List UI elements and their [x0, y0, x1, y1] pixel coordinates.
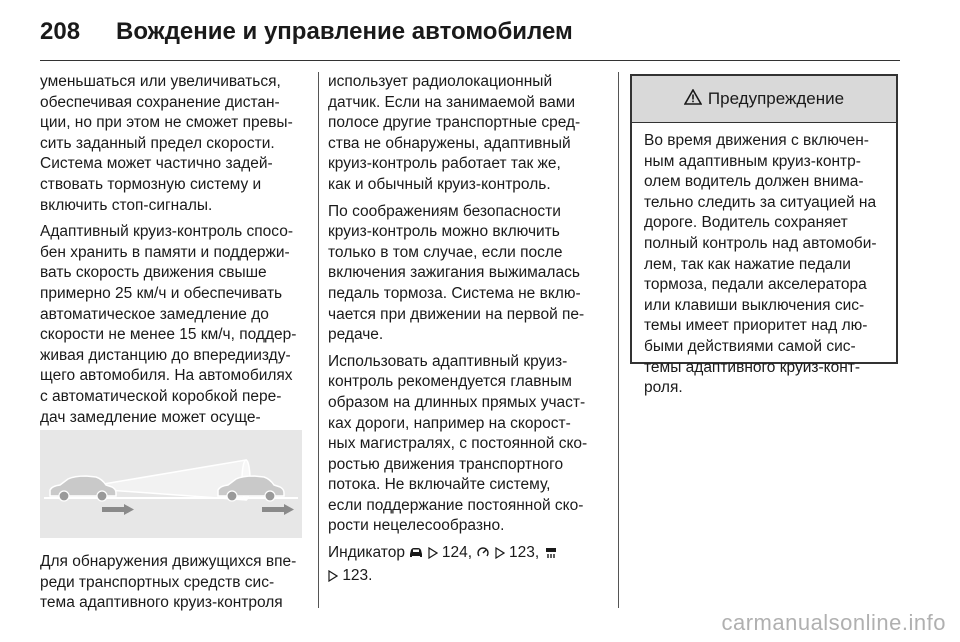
text-line: уменьшаться или увеличиваться, [40, 73, 281, 90]
text-line: щего автомобиля. На автомобилях [40, 367, 293, 385]
direction-arrow-icon [102, 504, 134, 515]
text-line: с автоматической коробкой пере- [40, 387, 282, 405]
text-line: Адаптивный круиз-контроль спосо- [40, 223, 293, 241]
text-line: бен хранить в памяти и поддержи- [40, 243, 290, 261]
column-1 [40, 72, 305, 475]
text-line: дороге. Водитель сохраняет [644, 214, 848, 232]
warning-header [632, 76, 896, 123]
warning-text [632, 123, 896, 399]
direction-arrow-icon [262, 504, 294, 515]
text-line: ства не обнаружены, адаптивный [328, 134, 571, 152]
text-line: сить заданный предел скорости. [40, 134, 275, 152]
text-line: педаль тормоза. Система не вклю- [328, 284, 581, 302]
text-line: только в том случае, если после [328, 243, 563, 261]
text-line: тельно следить за ситуацией на [644, 193, 877, 211]
text-line: скорости не менее 15 км/ч, поддер- [40, 326, 297, 344]
text-line: включения зажигания выжималась [328, 264, 580, 282]
text-line: рости нецелесообразно. [328, 517, 505, 535]
text-line: если поддержание постоянной ско- [328, 496, 584, 514]
warning-box [630, 74, 898, 397]
car-ahead-icon [409, 545, 423, 566]
indicator-label: Индикатор [328, 544, 405, 562]
text-line: обеспечивая сохранение дистан- [40, 93, 280, 111]
text-line: редаче. [328, 326, 384, 344]
radar-diagram [40, 430, 302, 538]
radar-illustration [40, 430, 302, 538]
text-line: тема адаптивного круиз-контроля [40, 594, 283, 612]
indicator-reference [328, 543, 608, 588]
text-line: живая дистанцию до впередиизду- [40, 346, 291, 364]
column-2 [328, 72, 608, 594]
page-title: Вождение и управление автомобилем [116, 18, 573, 45]
text-line: быми действиями самой сис- [644, 337, 856, 355]
text-line: контроль рекомендуется главным [328, 373, 572, 391]
cruise-control-icon [476, 545, 490, 566]
text-line: По соображениям безопасности [328, 202, 561, 220]
warning-triangle-icon [684, 89, 702, 110]
text-line: потока. Не включайте систему, [328, 476, 551, 494]
text-line: как и обычный круиз-контроль. [328, 175, 551, 193]
follow-distance-icon [544, 545, 558, 566]
col2-paragraph-3 [328, 352, 608, 537]
text-line: или клавиши выключения сис- [644, 296, 865, 314]
text-line: автоматическое замедление до [40, 305, 269, 323]
col1-paragraph-1 [40, 72, 305, 216]
text-line: реди транспортных средств сис- [40, 573, 275, 591]
header-divider [40, 60, 900, 61]
text-line: Использовать адаптивный круиз- [328, 352, 568, 370]
text-line: ных магистралях, с постоянной ско- [328, 435, 588, 453]
text-line: ным адаптивным круиз-контр- [644, 152, 861, 170]
col2-paragraph-1 [328, 72, 608, 196]
text-line: темы адаптивного круиз-конт- [644, 358, 861, 376]
warning-title: Предупреждение [707, 89, 845, 108]
text-line: круиз-контроль работает так же, [328, 155, 561, 173]
column-divider-2 [618, 72, 619, 608]
text-line: использует радиолокационный [328, 73, 553, 90]
page-reference[interactable]: 123, [509, 544, 540, 562]
page-reference[interactable]: 123. [342, 566, 373, 584]
text-line: Система может частично задей- [40, 155, 273, 173]
text-line: Для обнаружения движущихся впе- [40, 553, 297, 570]
text-line: роля. [644, 379, 683, 397]
page-number: 208 [40, 18, 81, 45]
text-line: круиз-контроль можно включить [328, 223, 560, 241]
page-reference[interactable]: 124, [441, 544, 473, 562]
page-reference-icon [328, 568, 338, 589]
text-line: примерно 25 км/ч и обеспечивать [40, 284, 283, 302]
watermark: carmanualsonline.info [721, 610, 946, 635]
col2-paragraph-2 [328, 202, 608, 346]
text-line: Во время движения с включен- [644, 132, 869, 149]
text-line: датчик. Если на занимаемой вами [328, 93, 576, 111]
text-line: ции, но при этом не сможет превы- [40, 114, 293, 132]
text-line: тормоза, педали акселератора [644, 276, 867, 294]
text-line: образом на длинных прямых участ- [328, 393, 586, 411]
text-line: лем, так как нажатие педали [644, 255, 851, 273]
text-line: ках дороги, например на скорост- [328, 414, 571, 432]
text-line: полосе другие транспортные сред- [328, 114, 581, 132]
page-reference-icon [428, 545, 438, 566]
text-line: включить стоп-сигналы. [40, 196, 213, 214]
text-line: ствовать тормозную систему и [40, 175, 262, 193]
col1-paragraph-3 [40, 552, 308, 614]
column-divider-1 [318, 72, 319, 608]
text-line: темы имеет приоритет над лю- [644, 317, 868, 335]
page-header [40, 12, 573, 52]
text-line: вать скорость движения свыше [40, 264, 267, 282]
page-reference-icon [495, 545, 505, 566]
text-line: дач замедление может осуще- [40, 408, 261, 426]
text-line: ростью движения транспортного [328, 455, 564, 473]
text-line: олем водитель должен внима- [644, 173, 864, 191]
text-line: чается при движении на первой пе- [328, 305, 585, 323]
text-line: полный контроль над автомоби- [644, 234, 877, 252]
